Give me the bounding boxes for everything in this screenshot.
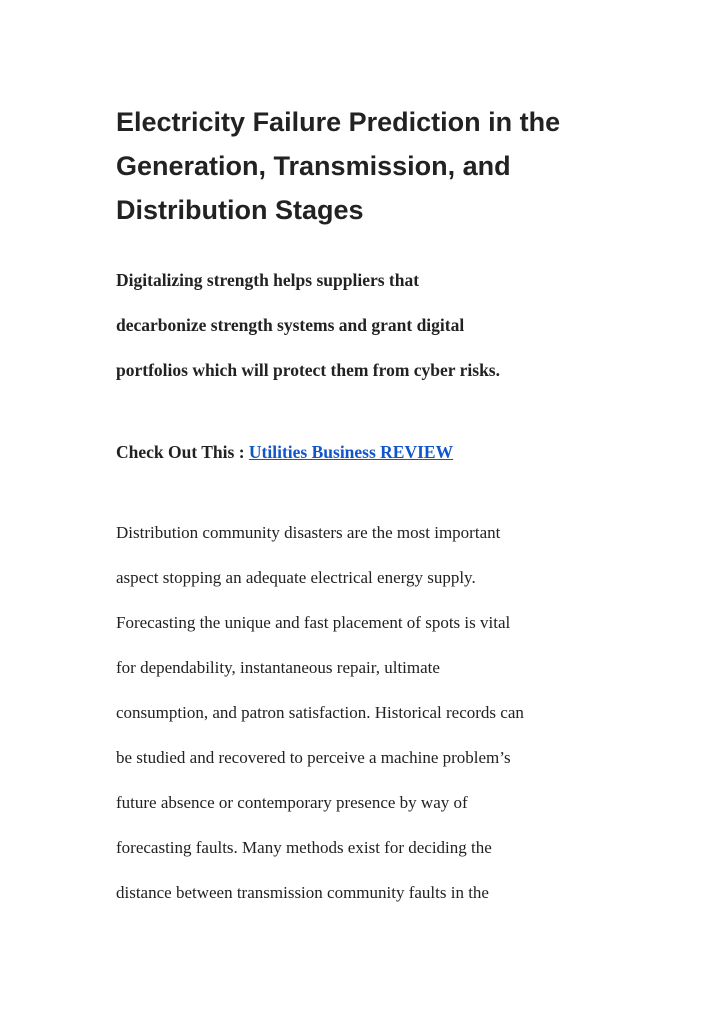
document-title	[116, 100, 636, 232]
lead-paragraph	[116, 258, 676, 393]
lead-line: portfolios which will protect them from cyber risks.	[116, 360, 500, 380]
lead-line: Digitalizing strength helps suppliers that	[116, 270, 420, 290]
lead-line: decarbonize strength systems and grant digital	[116, 315, 465, 335]
title-line: Electricity Failure Prediction in the	[116, 107, 561, 137]
body-paragraph	[116, 510, 696, 915]
body-line: aspect stopping an adequate electrical energy supply.	[116, 568, 476, 587]
body-line: for dependability, instantaneous repair, ultimate	[116, 658, 440, 677]
body-line: distance between transmission community faults in the	[116, 883, 489, 902]
body-line: forecasting faults. Many methods exist for deciding the	[116, 838, 492, 857]
title-line: Distribution Stages	[116, 195, 364, 225]
body-line: consumption, and patron satisfaction. Historical records can	[116, 703, 524, 722]
body-line: future absence or contemporary presence by way of	[116, 793, 468, 812]
body-line: be studied and recovered to perceive a machine problem’s	[116, 748, 511, 767]
check-out-line	[116, 430, 676, 475]
utilities-business-review-link[interactable]: Utilities Business REVIEW	[248, 442, 454, 462]
body-line: Forecasting the unique and fast placement of spots is vital	[116, 613, 511, 632]
title-line: Generation, Transmission, and	[116, 151, 511, 181]
check-out-prefix: Check Out This :	[116, 442, 249, 462]
body-line: Distribution community disasters are the most important	[116, 523, 501, 542]
